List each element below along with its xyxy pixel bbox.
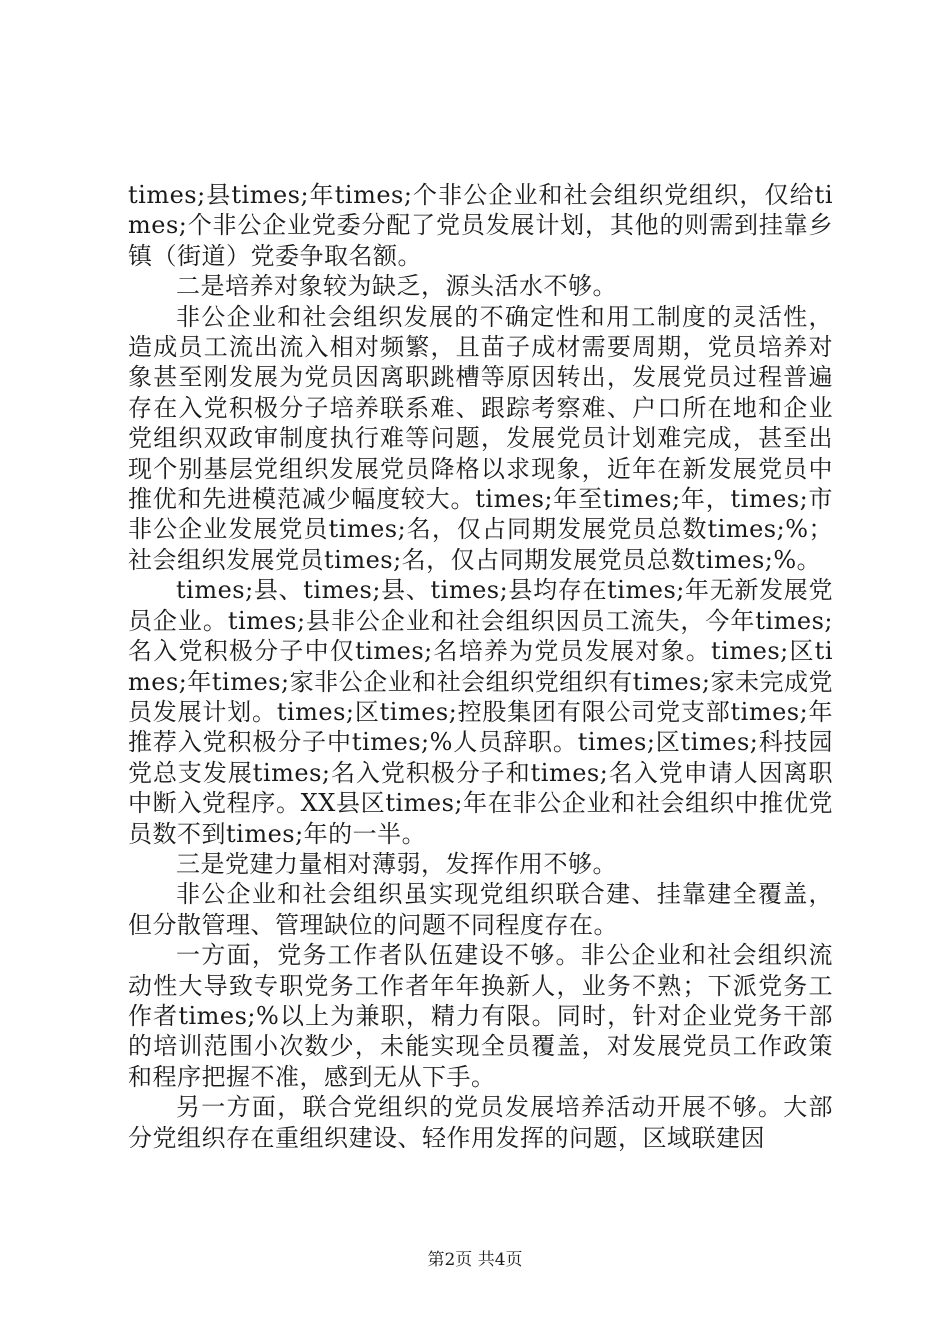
paragraph-7: 一方面，党务工作者队伍建设不够。非公企业和社会组织流动性大导致专职党务工作者年年换新人，业务不熟；下派党务工作者times;%以上为兼职，精力有限。同时，针对企业党务干部的培训范围小次数少，未能实现全员覆盖，对发展党员工作政策和程序把握不准，感到无从下手。 bbox=[128, 941, 833, 1091]
paragraph-5: 三是党建力量相对薄弱，发挥作用不够。 bbox=[176, 849, 617, 878]
paragraph-6: 非公企业和社会组织虽实现党组织联合建、挂靠建全覆盖，但分散管理、管理缺位的问题不同程度存在。 bbox=[128, 880, 833, 939]
document-body bbox=[128, 180, 833, 1153]
page-number-footer: 第2页 共4页 bbox=[427, 1250, 523, 1270]
paragraph-3: 非公企业和社会组织发展的不确定性和用工制度的灵活性，造成员工流出流入相对频繁，且苗子成材需要周期，党员培养对象甚至刚发展为党员因离职跳槽等原因转出，发展党员过程普遍存在入党积极分子培养联系难、跟踪考察难、户口所在地和企业党组织双政审制度执行难等问题，发展党员计划难完成，甚至出现个别基层党组织发展党员降格以求现象，近年在新发展党员中推优和先进模范减少幅度较大。times;年至times;年，times;市非公企业发展党员times;名，仅占同期发展党员总数times;%；社会组织发展党员times;名，仅占同期发展党员总数times;%。 bbox=[128, 302, 833, 574]
paragraph-8: 另一方面，联合党组织的党员发展培养活动开展不够。大部分党组织存在重组织建设、轻作用发挥的问题，区域联建因 bbox=[128, 1093, 833, 1152]
paragraph-4: times;县、times;县、times;县均存在times;年无新发展党员企业。times;县非公企业和社会组织因员工流失，今年times;名入党积极分子中仅times;名培养为党员发展对象。times;区times;年times;家非公企业和社会组织党组织有times;家未完成党员发展计划。times;区times;控股集团有限公司党支部times;年推荐入党积极分子中times;%人员辞职。times;区times;科技园党总支发展times;名入党积极分子和times;名入党申请人因离职中断入党程序。XX县区times;年在非公企业和社会组织中推优党员数不到times;年的一半。 bbox=[128, 576, 833, 848]
paragraph-1: times;县times;年times;个非公企业和社会组织党组织，仅给times;个非公企业党委分配了党员发展计划，其他的则需到挂靠乡镇（街道）党委争取名额。 bbox=[128, 181, 833, 270]
paragraph-2: 二是培养对象较为缺乏，源头活水不够。 bbox=[176, 272, 617, 301]
